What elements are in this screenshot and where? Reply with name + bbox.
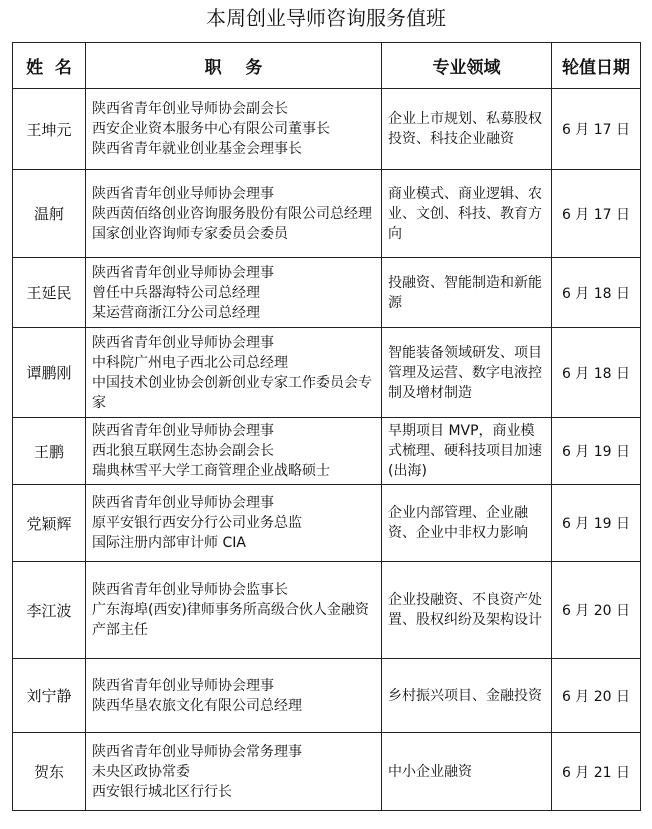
position-line: 曾任中兵器海特公司总经理	[92, 284, 260, 301]
mentor-positions	[86, 328, 382, 418]
mentor-positions	[86, 733, 382, 811]
position-line: 陕西省青年创业导师协会常务理事	[92, 743, 302, 760]
mentor-field: 企业内部管理、企业融资、企业中非权力影响	[382, 485, 552, 562]
table-body	[13, 89, 641, 811]
duty-date: 6 月 20 日	[552, 659, 641, 733]
mentor-field: 企业上市规划、私募股权投资、科技企业融资	[382, 89, 552, 170]
mentor-field: 乡村振兴项目、金融投资	[382, 659, 552, 733]
position-line: 中国技术创业协会创新创业专家工作委员会专家	[92, 374, 372, 411]
header-row	[13, 43, 641, 89]
mentor-name: 刘宁静	[13, 659, 86, 733]
position-line: 陕西省青年创业导师协会副会长	[92, 101, 288, 117]
header-field: 专业领域	[382, 43, 552, 89]
mentor-name: 党颖辉	[13, 485, 86, 562]
mentor-name: 李江波	[13, 562, 86, 659]
mentor-name: 王鹏	[13, 418, 86, 485]
duty-date: 6 月 18 日	[552, 258, 641, 328]
position-line: 中科院广州电子西北公司总经理	[92, 354, 288, 371]
duty-date: 6 月 19 日	[552, 418, 641, 485]
position-line: 瑞典林雪平大学工商管理企业战略硕士	[92, 463, 330, 479]
position-line: 陕西省青年创业导师协会理事	[92, 185, 274, 202]
position-line: 国家创业咨询师专家委员会委员	[92, 225, 288, 242]
position-line: 陕西华垦农旅文化有限公司总经理	[92, 697, 302, 714]
position-line: 原平安银行西安分行公司业务总监	[92, 515, 302, 531]
mentor-positions	[86, 485, 382, 562]
duty-date: 6 月 18 日	[552, 328, 641, 418]
mentor-field: 企业投融资、不良资产处置、股权纠纷及架构设计	[382, 562, 552, 659]
position-line: 陕西省青年就业创业基金会理事长	[92, 141, 302, 157]
duty-table	[12, 42, 641, 811]
position-line: 陕西茵佰络创业咨询服务股份有限公司总经理	[92, 205, 372, 222]
table-row	[13, 733, 641, 811]
table-row	[13, 258, 641, 328]
header-position: 职 务	[86, 43, 382, 89]
mentor-name: 王坤元	[13, 89, 86, 170]
position-line: 陕西省青年创业导师协会理事	[92, 423, 274, 439]
header-date: 轮值日期	[552, 43, 641, 89]
position-line: 西安企业资本服务中心有限公司董事长	[92, 121, 330, 137]
duty-date: 6 月 20 日	[552, 562, 641, 659]
table-row	[13, 89, 641, 170]
mentor-field: 早期项目 MVP，商业模式梳理、硬科技项目加速(出海)	[382, 418, 552, 485]
duty-date: 6 月 19 日	[552, 485, 641, 562]
position-line: 陕西省青年创业导师协会理事	[92, 264, 274, 281]
page-title: 本周创业导师咨询服务值班	[206, 6, 446, 30]
mentor-field: 投融资、智能制造和新能源	[382, 258, 552, 328]
mentor-positions	[86, 89, 382, 170]
duty-date: 6 月 17 日	[552, 170, 641, 258]
mentor-field: 中小企业融资	[382, 733, 552, 811]
table-row	[13, 659, 641, 733]
mentor-positions	[86, 258, 382, 328]
table-row	[13, 562, 641, 659]
mentor-name: 谭鹏刚	[13, 328, 86, 418]
mentor-positions	[86, 170, 382, 258]
position-line: 未央区政协常委	[92, 763, 190, 780]
mentor-name: 温舸	[13, 170, 86, 258]
position-line: 国际注册内部审计师 CIA	[92, 535, 246, 551]
table-row	[13, 328, 641, 418]
position-line: 西安银行城北区行行长	[92, 783, 232, 800]
position-line: 陕西省青年创业导师协会理事	[92, 495, 274, 511]
position-line: 西北狼互联网生态协会副会长	[92, 443, 274, 459]
duty-date: 6 月 21 日	[552, 733, 641, 811]
mentor-name: 王延民	[13, 258, 86, 328]
mentor-positions	[86, 659, 382, 733]
position-line: 陕西省青年创业导师协会理事	[92, 334, 274, 351]
mentor-name: 贺东	[13, 733, 86, 811]
position-line: 陕西省青年创业导师协会监事长	[92, 582, 288, 598]
mentor-positions	[86, 562, 382, 659]
position-line: 陕西省青年创业导师协会理事	[92, 677, 274, 694]
mentor-field: 智能装备领域研发、项目管理及运营、数字电液控制及增材制造	[382, 328, 552, 418]
table-row	[13, 418, 641, 485]
mentor-positions	[86, 418, 382, 485]
position-line: 广东海埠(西安)律师事务所高级合伙人金融资产部主任	[92, 602, 369, 638]
header-name: 姓 名	[13, 43, 86, 89]
table-row	[13, 170, 641, 258]
position-line: 某运营商浙江分公司总经理	[92, 304, 260, 321]
mentor-field: 商业模式、商业逻辑、农业、文创、科技、教育方向	[382, 170, 552, 258]
table-row	[13, 485, 641, 562]
duty-date: 6 月 17 日	[552, 89, 641, 170]
